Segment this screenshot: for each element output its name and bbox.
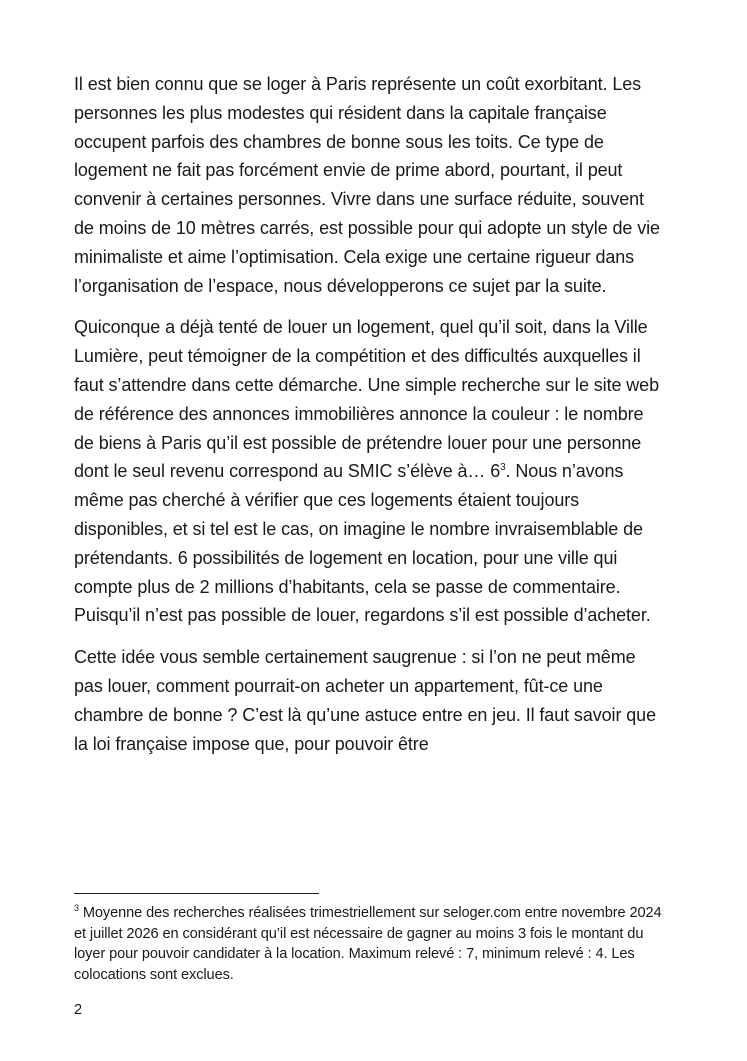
paragraph-1-text: Il est bien connu que se loger à Paris représente un coût exorbitant. Les personnes les plus modestes qui résident dans la capitale française occupent parfois des chambres de bonne sous les toits. Ce type de logement ne fait pas forcément envie de prime abord, pourtant, il peut convenir à certaines personnes. Vivre dans une surface réduite, souvent de moins de 10 mètres carrés, est possible pour qui adopte un style de vie minimaliste et aime l’optimisation. Cela exige une certaine rigueur dans l’organisation de l’espace, nous développerons ce sujet par la suite. xyxy=(74,74,660,296)
paragraph-2-text-before-ref: Quiconque a déjà tenté de louer un logement, quel qu’il soit, dans la Ville Lumière, peut témoigner de la compétition et des difficultés auxquelles il faut s’attendre dans cette démarche. Une simple recherche sur le site web de référence des annonces immobilières annonce la couleur : le nombre de biens à Paris qu’il est possible de prétendre louer pour une personne dont le seul revenu correspond au SMIC s’élève à… 6 xyxy=(74,317,660,482)
footnote-separator xyxy=(74,893,319,894)
page-number: 2 xyxy=(74,1002,83,1018)
paragraph-3-text: Cette idée vous semble certainement saugrenue : si l’on ne peut même pas louer, comment pourrait-on acheter un appartement, fût-ce une chambre de bonne ? C’est là qu’une astuce entre en jeu. Il faut savoir que la loi française impose que, pour pouvoir être xyxy=(74,647,656,754)
paragraph-2 xyxy=(74,313,664,630)
paragraph-1 xyxy=(74,70,664,300)
footnote-number: 3 xyxy=(74,903,79,914)
paragraph-2-text-after-ref: . Nous n’avons même pas cherché à vérifier que ces logements étaient toujours disponibles, et si tel est le cas, on imagine le nombre invraisemblable de prétendants. 6 possibilités de logement en location, pour une ville qui compte plus de 2 millions d’habitants, cela se passe de commentaire. Puisqu’il n’est pas possible de louer, regardons s’il est possible d’acheter. xyxy=(74,461,651,626)
footnote-text: Moyenne des recherches réalisées trimestriellement sur seloger.com entre novembre 2024 et juillet 2026 en considérant qu’il est nécessaire de gagner au moins 3 fois le montant du loyer pour pouvoir candidater à la location. Maximum relevé : 7, minimum relevé : 4. Les colocations sont exclues. xyxy=(74,905,662,983)
paragraph-3 xyxy=(74,643,664,758)
footnote-reference[interactable]: 3 xyxy=(500,462,506,474)
footnote xyxy=(74,903,664,985)
body-text xyxy=(74,70,664,771)
